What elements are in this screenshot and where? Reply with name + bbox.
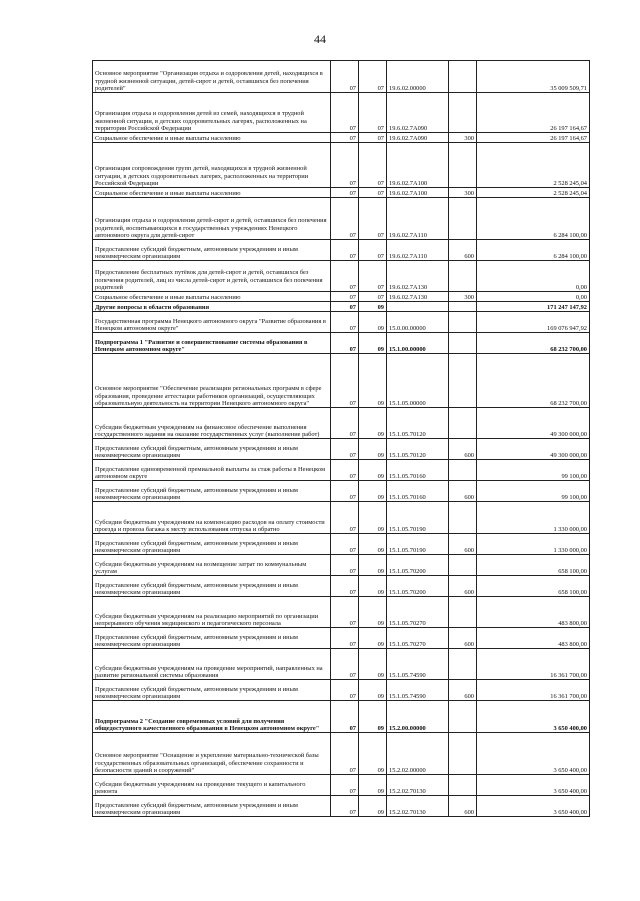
row-target-article: 15.1.05.70270 <box>387 628 449 649</box>
row-expense-type <box>449 333 477 354</box>
row-amount: 3 650 400,00 <box>477 775 590 796</box>
row-subsection: 09 <box>359 733 387 775</box>
row-subsection: 09 <box>359 354 387 408</box>
row-section: 07 <box>331 439 359 460</box>
row-section: 07 <box>331 261 359 292</box>
row-name: Основное мероприятие "Оснащение и укрепление материально-технической базы государственных образовательных организаций, обеспечение сохранности и безопасности зданий и сооружений" <box>93 733 331 775</box>
row-name: Организация сопровождения групп детей, находящихся в трудной жизненной ситуации, в детских оздоровительных лагерях, расположенных на территории Российской Федерации <box>93 143 331 188</box>
row-section: 07 <box>331 733 359 775</box>
table-row <box>93 61 590 93</box>
table-row <box>93 576 590 597</box>
row-name: Другие вопросы в области образования <box>93 302 331 312</box>
row-section: 07 <box>331 188 359 198</box>
row-target-article: 19.6.02.7А110 <box>387 240 449 261</box>
row-section: 07 <box>331 534 359 555</box>
row-name: Предоставление субсидий бюджетным, автономным учреждениям и иным некоммерческим организациям <box>93 628 331 649</box>
row-expense-type: 300 <box>449 292 477 302</box>
row-subsection: 09 <box>359 576 387 597</box>
row-name: Основное мероприятие "Обеспечение реализации региональных программ в сфере образования, проведение аттестации работников организаций, осуществляющих образовательную деятельность на территории Ненецкого автономного округа" <box>93 354 331 408</box>
row-section: 07 <box>331 61 359 93</box>
row-section: 07 <box>331 775 359 796</box>
row-name: Социальное обеспечение и иные выплаты населению <box>93 133 331 143</box>
row-amount: 0,00 <box>477 292 590 302</box>
row-expense-type: 600 <box>449 240 477 261</box>
row-subsection: 09 <box>359 302 387 312</box>
row-expense-type <box>449 733 477 775</box>
row-section: 07 <box>331 460 359 481</box>
row-target-article: 15.1.05.70120 <box>387 408 449 439</box>
row-section: 07 <box>331 701 359 733</box>
row-name: Социальное обеспечение и иные выплаты населению <box>93 188 331 198</box>
row-amount: 99 100,00 <box>477 481 590 502</box>
table-row <box>93 408 590 439</box>
row-target-article: 15.1.05.70160 <box>387 481 449 502</box>
row-name: Предоставление субсидий бюджетным, автономным учреждениям и иным некоммерческим организациям <box>93 534 331 555</box>
row-subsection: 09 <box>359 439 387 460</box>
row-section: 07 <box>331 649 359 680</box>
row-section: 07 <box>331 576 359 597</box>
row-subsection: 07 <box>359 261 387 292</box>
table-row <box>93 240 590 261</box>
table-row <box>93 502 590 534</box>
table-row <box>93 302 590 312</box>
row-target-article: 19.6.02.7А090 <box>387 133 449 143</box>
row-name: Субсидии бюджетным учреждениям на возмещение затрат по коммунальным услугам <box>93 555 331 576</box>
row-expense-type: 300 <box>449 133 477 143</box>
budget-table-body <box>93 61 590 817</box>
row-subsection: 09 <box>359 701 387 733</box>
row-expense-type <box>449 302 477 312</box>
row-name: Предоставление субсидий бюджетным, автономным учреждениям и иным некоммерческим организациям <box>93 481 331 502</box>
row-target-article: 19.6.02.7А100 <box>387 188 449 198</box>
row-section: 07 <box>331 302 359 312</box>
row-amount: 16 361 700,00 <box>477 680 590 701</box>
row-expense-type <box>449 460 477 481</box>
table-row <box>93 796 590 817</box>
row-amount: 26 197 164,67 <box>477 133 590 143</box>
row-target-article: 15.1.05.70120 <box>387 439 449 460</box>
row-subsection: 07 <box>359 240 387 261</box>
row-subsection: 09 <box>359 502 387 534</box>
table-row <box>93 680 590 701</box>
row-amount: 483 800,00 <box>477 597 590 628</box>
table-row <box>93 292 590 302</box>
table-row <box>93 312 590 333</box>
row-name: Субсидии бюджетным учреждениям на проведение текущего и капитального ремонта <box>93 775 331 796</box>
budget-table <box>92 60 590 817</box>
row-name: Подпрограмма 1 "Развитие и совершенствование системы образования в Ненецком автономном округе" <box>93 333 331 354</box>
row-name: Предоставление субсидий бюджетным, автономным учреждениям и иным некоммерческим организациям <box>93 240 331 261</box>
row-expense-type <box>449 261 477 292</box>
row-amount: 68 232 700,00 <box>477 333 590 354</box>
row-section: 07 <box>331 354 359 408</box>
table-row <box>93 93 590 133</box>
row-expense-type <box>449 408 477 439</box>
row-target-article: 15.1.05.70190 <box>387 502 449 534</box>
row-expense-type <box>449 701 477 733</box>
row-name: Социальное обеспечение и иные выплаты населению <box>93 292 331 302</box>
row-name: Субсидии бюджетным учреждениям на финансовое обеспечение выполнения государственного задания на оказание государственных услуг (выполнение работ) <box>93 408 331 439</box>
row-target-article: 15.1.05.74590 <box>387 649 449 680</box>
row-expense-type: 600 <box>449 628 477 649</box>
row-name: Предоставление бесплатных путёвок для детей-сирот и детей, оставшихся без попечения родителей, лиц из числа детей-сирот и детей, оставшихся без попечения родителей <box>93 261 331 292</box>
table-row <box>93 198 590 240</box>
row-expense-type: 300 <box>449 188 477 198</box>
table-row <box>93 354 590 408</box>
row-subsection: 09 <box>359 481 387 502</box>
row-section: 07 <box>331 502 359 534</box>
row-subsection: 07 <box>359 143 387 188</box>
table-row <box>93 188 590 198</box>
table-row <box>93 649 590 680</box>
row-amount: 171 247 147,92 <box>477 302 590 312</box>
row-expense-type <box>449 198 477 240</box>
row-expense-type <box>449 502 477 534</box>
row-subsection: 07 <box>359 292 387 302</box>
row-target-article: 19.6.02.7А090 <box>387 93 449 133</box>
row-subsection: 07 <box>359 188 387 198</box>
table-row <box>93 733 590 775</box>
row-amount: 6 284 100,00 <box>477 240 590 261</box>
row-expense-type: 600 <box>449 439 477 460</box>
row-target-article: 15.2.00.00000 <box>387 701 449 733</box>
row-expense-type <box>449 555 477 576</box>
row-amount: 2 528 245,04 <box>477 188 590 198</box>
row-name: Основное мероприятие "Организация отдыха и оздоровления детей, находящихся в трудной жизненной ситуации, детей-сирот и детей, оставшихся без попечения родителей" <box>93 61 331 93</box>
row-amount: 68 232 700,00 <box>477 354 590 408</box>
row-subsection: 09 <box>359 775 387 796</box>
row-name: Государственная программа Ненецкого автономного округа "Развитие образования в Ненецком автономном округе" <box>93 312 331 333</box>
table-row <box>93 534 590 555</box>
row-expense-type <box>449 312 477 333</box>
row-expense-type <box>449 93 477 133</box>
row-section: 07 <box>331 481 359 502</box>
table-row <box>93 555 590 576</box>
row-target-article: 15.2.02.70130 <box>387 775 449 796</box>
row-amount: 169 076 947,92 <box>477 312 590 333</box>
row-name: Предоставление субсидий бюджетным, автономным учреждениям и иным некоммерческим организациям <box>93 439 331 460</box>
row-name: Предоставление единовременной премиальной выплаты за стаж работы в Ненецком автономном округе <box>93 460 331 481</box>
row-target-article: 15.1.05.00000 <box>387 354 449 408</box>
row-subsection: 09 <box>359 333 387 354</box>
row-section: 07 <box>331 796 359 817</box>
row-name: Субсидии бюджетным учреждениям на реализацию мероприятий по организации непрерывного обучения медицинского и педагогического персонала <box>93 597 331 628</box>
row-target-article: 15.1.05.70160 <box>387 460 449 481</box>
row-target-article: 19.6.02.7А130 <box>387 261 449 292</box>
row-target-article: 15.1.05.70270 <box>387 597 449 628</box>
row-amount: 658 100,00 <box>477 555 590 576</box>
row-expense-type <box>449 143 477 188</box>
row-amount: 1 330 000,00 <box>477 502 590 534</box>
row-subsection: 09 <box>359 408 387 439</box>
table-row <box>93 133 590 143</box>
table-row <box>93 628 590 649</box>
row-section: 07 <box>331 555 359 576</box>
row-amount: 26 197 164,67 <box>477 93 590 133</box>
row-amount: 16 361 700,00 <box>477 649 590 680</box>
table-row <box>93 701 590 733</box>
row-expense-type <box>449 649 477 680</box>
row-subsection: 07 <box>359 133 387 143</box>
row-expense-type: 600 <box>449 680 477 701</box>
row-section: 07 <box>331 312 359 333</box>
row-expense-type <box>449 61 477 93</box>
row-name: Предоставление субсидий бюджетным, автономным учреждениям и иным некоммерческим организациям <box>93 576 331 597</box>
row-section: 07 <box>331 93 359 133</box>
row-amount: 3 650 400,00 <box>477 701 590 733</box>
row-expense-type: 600 <box>449 796 477 817</box>
row-subsection: 09 <box>359 555 387 576</box>
row-name: Предоставление субсидий бюджетным, автономным учреждениям и иным некоммерческим организациям <box>93 680 331 701</box>
row-section: 07 <box>331 333 359 354</box>
row-section: 07 <box>331 143 359 188</box>
row-target-article: 15.0.00.00000 <box>387 312 449 333</box>
row-amount: 2 528 245,04 <box>477 143 590 188</box>
row-expense-type <box>449 597 477 628</box>
table-row <box>93 439 590 460</box>
row-name: Организация отдыха и оздоровления детей из семей, находящихся в трудной жизненной ситуации, в детских оздоровительных лагерях, расположенных на территории Российской Федерации <box>93 93 331 133</box>
row-subsection: 09 <box>359 796 387 817</box>
row-amount: 99 100,00 <box>477 460 590 481</box>
table-row <box>93 143 590 188</box>
row-subsection: 09 <box>359 628 387 649</box>
row-section: 07 <box>331 133 359 143</box>
row-amount: 6 284 100,00 <box>477 198 590 240</box>
row-section: 07 <box>331 292 359 302</box>
table-row <box>93 481 590 502</box>
row-name: Субсидии бюджетным учреждениям на проведение мероприятий, направленных на развитие региональной системы образования <box>93 649 331 680</box>
row-target-article: 15.1.05.70200 <box>387 576 449 597</box>
row-amount: 35 009 509,71 <box>477 61 590 93</box>
table-row <box>93 460 590 481</box>
row-amount: 3 650 400,00 <box>477 733 590 775</box>
row-target-article: 15.2.02.00000 <box>387 733 449 775</box>
row-section: 07 <box>331 240 359 261</box>
row-section: 07 <box>331 680 359 701</box>
row-expense-type: 600 <box>449 481 477 502</box>
row-subsection: 09 <box>359 460 387 481</box>
row-amount: 49 300 000,00 <box>477 408 590 439</box>
row-subsection: 07 <box>359 93 387 133</box>
row-expense-type: 600 <box>449 534 477 555</box>
row-target-article: 15.1.05.70190 <box>387 534 449 555</box>
row-target-article: 15.2.02.70130 <box>387 796 449 817</box>
row-target-article: 19.6.02.7А110 <box>387 198 449 240</box>
row-expense-type: 600 <box>449 576 477 597</box>
page-number: 44 <box>314 32 326 46</box>
row-target-article: 19.6.02.7А100 <box>387 143 449 188</box>
row-expense-type <box>449 775 477 796</box>
row-name: Организация отдыха и оздоровления детей-сирот и детей, оставшихся без попечения родителей, воспитывающихся в государственных учреждениях Ненецкого автономного округа для детей-сирот <box>93 198 331 240</box>
table-row <box>93 333 590 354</box>
row-subsection: 07 <box>359 198 387 240</box>
row-subsection: 09 <box>359 534 387 555</box>
row-amount: 483 800,00 <box>477 628 590 649</box>
row-name: Подпрограмма 2 "Создание современных условий для получения общедоступного качественного образования в Ненецком автономном округе" <box>93 701 331 733</box>
row-subsection: 09 <box>359 649 387 680</box>
row-subsection: 09 <box>359 680 387 701</box>
row-amount: 1 330 000,00 <box>477 534 590 555</box>
row-section: 07 <box>331 597 359 628</box>
row-subsection: 07 <box>359 61 387 93</box>
row-amount: 0,00 <box>477 261 590 292</box>
row-target-article: 15.1.00.00000 <box>387 333 449 354</box>
row-name: Предоставление субсидий бюджетным, автономным учреждениям и иным некоммерческим организациям <box>93 796 331 817</box>
table-row <box>93 597 590 628</box>
table-row <box>93 261 590 292</box>
row-amount: 3 650 400,00 <box>477 796 590 817</box>
row-target-article: 15.1.05.70200 <box>387 555 449 576</box>
row-subsection: 09 <box>359 312 387 333</box>
row-section: 07 <box>331 198 359 240</box>
row-target-article <box>387 302 449 312</box>
row-target-article: 19.6.02.00000 <box>387 61 449 93</box>
row-expense-type <box>449 354 477 408</box>
row-section: 07 <box>331 408 359 439</box>
row-section: 07 <box>331 628 359 649</box>
row-target-article: 19.6.02.7А130 <box>387 292 449 302</box>
row-subsection: 09 <box>359 597 387 628</box>
row-name: Субсидии бюджетным учреждениям на компенсацию расходов на оплату стоимости проезда и провоза багажа к месту использования отпуска и обратно <box>93 502 331 534</box>
row-target-article: 15.1.05.74590 <box>387 680 449 701</box>
table-row <box>93 775 590 796</box>
row-amount: 49 300 000,00 <box>477 439 590 460</box>
row-amount: 658 100,00 <box>477 576 590 597</box>
